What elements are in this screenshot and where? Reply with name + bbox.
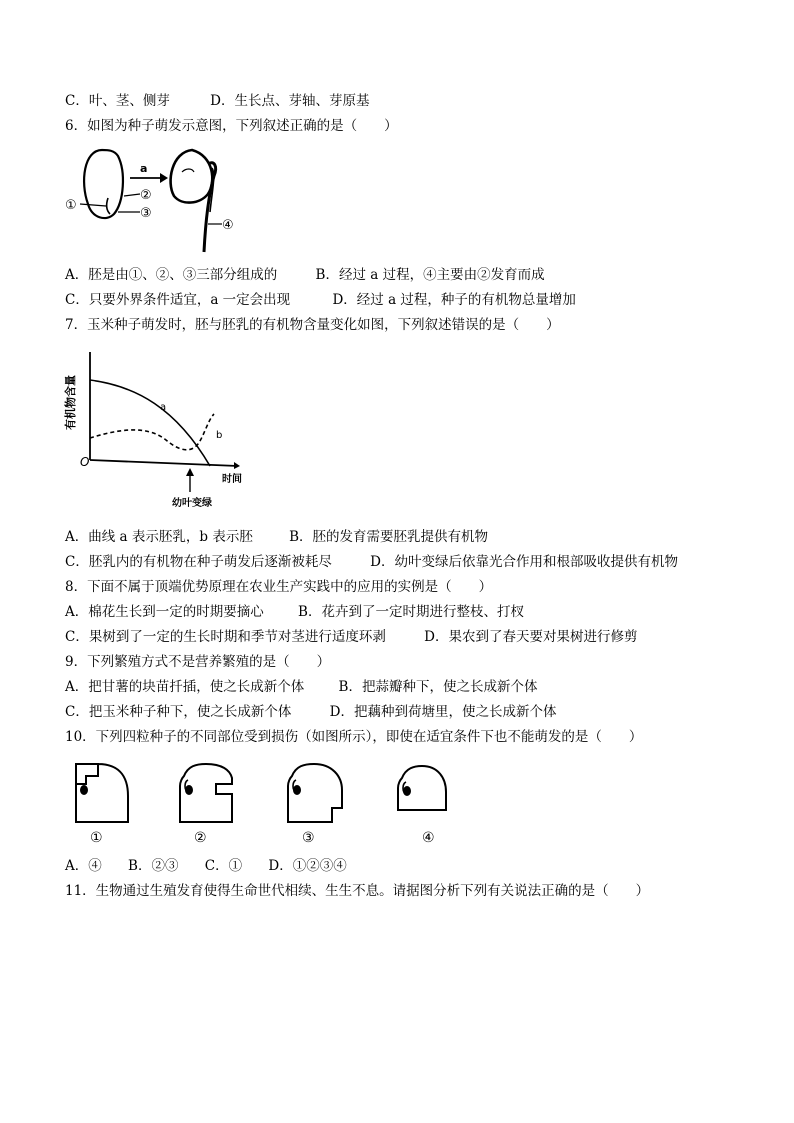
q10-damaged-seeds-figure (66, 756, 456, 852)
q7-origin: O (80, 455, 90, 469)
q7-options-row1 (65, 528, 488, 546)
q8-stem: 8．下面不属于顶端优势原理在农业生产实践中的应用的实例是（ ） (65, 579, 493, 595)
q7-marker-label: 幼叶变绿 (172, 498, 212, 509)
q6-label-3: ③ (140, 206, 152, 221)
q8-option-b: B．花卉到了一定时期进行整枝、打杈 (298, 604, 524, 620)
q10-seed-2-label: ② (194, 830, 207, 846)
q7-option-b: B．胚的发育需要胚乳提供有机物 (289, 529, 489, 545)
q6-label-4: ④ (222, 218, 234, 233)
q10-option-a: A．④ (65, 858, 102, 874)
q10-option-c: C．① (204, 858, 243, 874)
q7-curve-a-label: a (160, 402, 167, 413)
q9-options-row1 (65, 678, 537, 696)
q9-options-row2 (65, 703, 556, 721)
q6-option-b: B．经过 a 过程，④主要由②发育而成 (315, 267, 545, 283)
q8-options-row2 (65, 628, 637, 646)
q6-label-1: ① (65, 198, 77, 213)
q5-option-c: C．叶、茎、侧芽 (65, 93, 170, 109)
q8-option-c: C．果树到了一定的生长时期和季节对茎进行适度环剥 (65, 629, 386, 645)
q7-option-a: A．曲线 a 表示胚乳，b 表示胚 (65, 529, 253, 545)
q9-stem: 9．下列繁殖方式不是营养繁殖的是（ ） (65, 654, 331, 670)
q7-ylabel: 有机物含量 (64, 375, 77, 430)
q10-seed-1-label: ① (90, 830, 103, 846)
q9-option-c: C．把玉米种子种下，使之长成新个体 (65, 704, 292, 720)
q10-option-b: B．②③ (128, 858, 179, 874)
q10-stem: 10．下列四粒种子的不同部位受到损伤（如图所示），即使在适宜条件下也不能萌发的是（ ） (65, 729, 643, 745)
q7-stem: 7．玉米种子萌发时，胚与胚乳的有机物含量变化如图，下列叙述错误的是（ ） (65, 317, 560, 333)
q6-option-a: A．胚是由①、②、③三部分组成的 (65, 267, 278, 283)
q10-options (65, 857, 347, 875)
q8-option-a: A．棉花生长到一定的时期要摘心 (65, 604, 264, 620)
q6-options-row2 (65, 291, 576, 309)
q7-xlabel: 时间 (222, 474, 242, 485)
q6-stem: 6．如图为种子萌发示意图，下列叙述正确的是（ ） (65, 118, 398, 134)
q6-options-row1 (65, 266, 545, 284)
q5-option-d: D．生长点、芽轴、芽原基 (210, 93, 370, 109)
q7-curve-a (90, 380, 210, 466)
q10-seed-3 (288, 764, 342, 846)
q5-options (65, 92, 369, 110)
q7-options-row2 (65, 553, 678, 571)
q10-option-d: D．①②③④ (268, 858, 347, 874)
q11-stem: 11．生物通过生殖发育使得生命世代相续、生生不息。请据图分析下列有关说法正确的是（ ） (65, 883, 650, 899)
q6-seed-germination-figure (62, 142, 272, 260)
q7-organic-matter-graph (66, 348, 250, 516)
q6-label-a: a (140, 162, 148, 175)
q8-option-d: D．果农到了春天要对果树进行修剪 (424, 629, 638, 645)
q7-curve-b-label: b (216, 430, 223, 441)
q7-option-c: C．胚乳内的有机物在种子萌发后逐渐被耗尽 (65, 554, 332, 570)
q10-seed-3-label: ③ (302, 830, 315, 846)
q8-options-row1 (65, 603, 524, 621)
q6-option-c: C．只要外界条件适宜，a 一定会出现 (65, 292, 291, 308)
q7-option-d: D．幼叶变绿后依靠光合作用和根部吸收提供有机物 (370, 554, 678, 570)
q6-label-2: ② (140, 188, 152, 203)
q10-seed-1 (76, 764, 128, 846)
q9-option-d: D．把藕种到荷塘里，使之长成新个体 (329, 704, 557, 720)
q10-seed-4-label: ④ (422, 830, 435, 846)
q9-option-a: A．把甘薯的块苗扦插，使之长成新个体 (65, 679, 305, 695)
q10-seed-4 (398, 766, 446, 846)
q9-option-b: B．把蒜瓣种下，使之长成新个体 (338, 679, 538, 695)
q6-option-d: D．经过 a 过程，种子的有机物总量增加 (332, 292, 576, 308)
q10-seed-2 (180, 764, 232, 846)
